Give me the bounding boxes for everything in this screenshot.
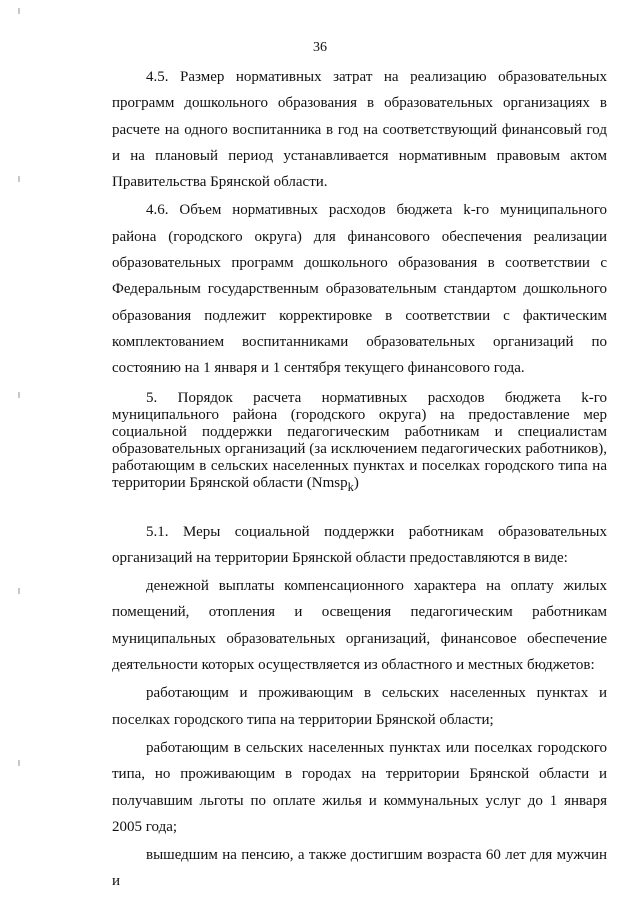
section-5-heading — [112, 390, 607, 496]
margin-tick — [18, 588, 20, 594]
margin-tick — [18, 176, 20, 182]
paragraph-5-1-urban-residents: работающим в сельских населенных пунктах или поселках городского типа, но проживающим в городах на территории Брянской области и получавшим льготы по оплате жилья и коммунальных услуг до 1 января 2005 года; — [112, 739, 607, 835]
paragraph-4-5: 4.5. Размер нормативных затрат на реализацию образовательных программ дошкольного образования в образовательных организациях в расчете на одного воспитанника в год на соответствующий финансовый год и на плановый период устанавливается нормативным правовым актом Правительства Брянской области. — [112, 69, 607, 191]
paragraph-4-6: 4.6. Объем нормативных расходов бюджета k-го муниципального района (городского округа) для финансового обеспечения реализации образовательных программ дошкольного образования в соответствии с Федеральным государственным образовательным стандартом дошкольного образования подлежит корректировке в соответствии с фактическим комплектованием воспитанниками образовательных организаций по состоянию на 1 января и 1 сентября текущего финансового года. — [112, 202, 607, 377]
scan-margin-marks — [18, 0, 22, 905]
section-5-heading-text: 5. Порядок расчета нормативных расходов бюджета k-го муниципального района (городского округа) на предоставление мер социальной поддержки педагогическим работникам и специалистам образовательных организаций (за исключением педагогических работников), работающим в сельских населенных пунктах и поселках городского типа на территории Брянской области (Nmsp — [112, 389, 607, 491]
page-number: 36 — [313, 40, 327, 55]
paragraph-5-1-retired: вышедшим на пенсию, а также достигшим возраста 60 лет для мужчин и — [112, 847, 607, 890]
section-5-heading-subscript: k — [347, 479, 354, 494]
section-5-heading-suffix: ) — [353, 474, 359, 491]
margin-tick — [18, 8, 20, 14]
margin-tick — [18, 760, 20, 766]
paragraph-5-1-payment: денежной выплаты компенсационного характера на оплату жилых помещений, отопления и освещения педагогическим работникам муниципальных образовательных организаций, финансовое обеспечение деятельности которых осуществляется из областного и местных бюджетов: — [112, 578, 607, 674]
paragraph-5-1-rural: работающим и проживающим в сельских населенных пунктах и поселках городского типа на территории Брянской области; — [112, 685, 607, 728]
paragraph-5-1: 5.1. Меры социальной поддержки работникам образовательных организаций на территории Брянской области предоставляются в виде: — [112, 523, 607, 566]
document-body — [112, 64, 607, 897]
margin-tick — [18, 392, 20, 398]
